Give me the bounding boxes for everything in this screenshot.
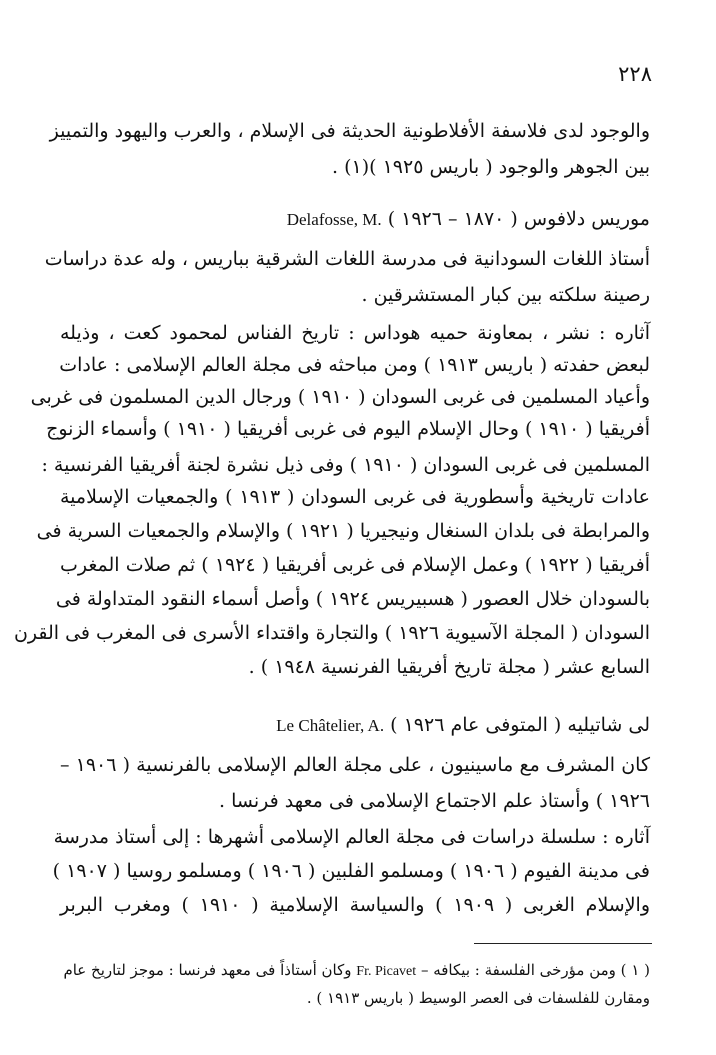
entry-heading-le-chatelier xyxy=(60,710,650,741)
intro-line-2: بين الجوهر والوجود ( باريس ١٩٢٥ )(١) . xyxy=(331,156,650,178)
entry1-line: السابع عشر ( مجلة تاريخ أفريقيا الفرنسية ١٩٤٨ ) . xyxy=(248,656,650,678)
entry-heading-delafosse xyxy=(60,204,650,235)
entry-heading-latin: Delafosse, M. xyxy=(286,210,382,229)
entry2-line: فى مدينة الفيوم ( ١٩٠٦ ) ومسلمو الفلبين ( ١٩٠٦ ) ومسلمو روسيا ( ١٩٠٧ ) xyxy=(52,860,650,882)
footnote-text: ( ١ ) ومن مؤرخى الفلسفة : بيكافه – xyxy=(420,961,650,979)
entry1-line: رصينة سلكته بين كبار المستشرقين . xyxy=(361,284,650,306)
entry1-line: عادات تاريخية وأسطورية فى غربى السودان ( ١٩١٣ ) والجمعيات الإسلامية xyxy=(60,486,650,508)
intro-line-1: والوجود لدى فلاسفة الأفلاطونية الحديثة فى الإسلام ، والعرب واليهود والتمييز xyxy=(49,120,650,142)
entry-heading-latin: Le Châtelier, A. xyxy=(276,716,385,735)
entry1-line: أستاذ اللغات السودانية فى مدرسة اللغات الشرقية بباريس ، وله عدة دراسات xyxy=(44,248,650,270)
entry1-line: السودان ( المجلة الآسيوية ١٩٢٦ ) والتجارة واقتداء الأسرى فى المغرب فى القرن xyxy=(13,622,650,644)
entry1-line: والمرابطة فى بلدان السنغال ونيجيريا ( ١٩٢١ ) والإسلام والجمعيات السرية فى xyxy=(36,520,650,542)
entry1-line: أفريقيا ( ١٩٢٢ ) وعمل الإسلام فى غربى أفريقيا ( ١٩٢٤ ) ثم صلات المغرب xyxy=(60,554,650,576)
footnote-text: وكان أستاذاً فى معهد فرنسا : موجز لتاريخ عام xyxy=(63,961,352,979)
footnote-line-1 xyxy=(60,958,650,984)
entry1-line: أفريقيا ( ١٩١٠ ) وحال الإسلام اليوم فى غربى أفريقيا ( ١٩١٠ ) وأسماء الزنوج xyxy=(46,418,650,440)
entry2-line: والإسلام الغربى ( ١٩٠٩ ) والسياسة الإسلامية ( ١٩١٠ ) ومغرب البربر xyxy=(60,894,650,916)
page-number: ٢٢٨ xyxy=(618,62,652,86)
entry1-line: المسلمين فى غربى السودان ( ١٩١٠ ) وفى ذيل نشرة لجنة أفريقيا الفرنسية : xyxy=(41,454,650,476)
footnote-latin-name: Fr. Picavet xyxy=(356,964,417,979)
entry1-line: آثاره : نشر ، بمعاونة حميه هوداس : تاريخ الفناس لمحمود كعت ، وذيله xyxy=(60,322,650,344)
entry2-line: كان المشرف مع ماسينيون ، على مجلة العالم الإسلامى بالفرنسية ( ١٩٠٦ – xyxy=(60,754,650,776)
footnote-divider xyxy=(474,943,652,944)
entry2-line: ١٩٢٦ ) وأستاذ علم الاجتماع الإسلامى فى معهد فرنسا . xyxy=(219,790,650,812)
entry2-line: آثاره : سلسلة دراسات فى مجلة العالم الإسلامى أشهرها : إلى أستاذ مدرسة xyxy=(53,826,650,848)
entry-heading-arabic: موريس دلافوس ( ١٨٧٠ – ١٩٢٦ ) xyxy=(387,208,650,230)
entry1-line: وأعياد المسلمين فى غربى السودان ( ١٩١٠ ) ورجال الدين المسلمون فى غربى xyxy=(30,386,650,408)
footnote-line-2: ومقارن للفلسفات فى العصر الوسيط ( باريس ١٩١٣ ) . xyxy=(306,989,650,1007)
entry1-line: بالسودان خلال العصور ( هسبيريس ١٩٢٤ ) وأصل أسماء النقود المتداولة فى xyxy=(55,588,650,610)
entry1-line: لبعض حفدته ( باريس ١٩١٣ ) ومن مباحثه فى مجلة العالم الإسلامى : عادات xyxy=(59,354,650,376)
entry-heading-arabic: لى شاتيليه ( المتوفى عام ١٩٢٦ ) xyxy=(390,714,650,736)
